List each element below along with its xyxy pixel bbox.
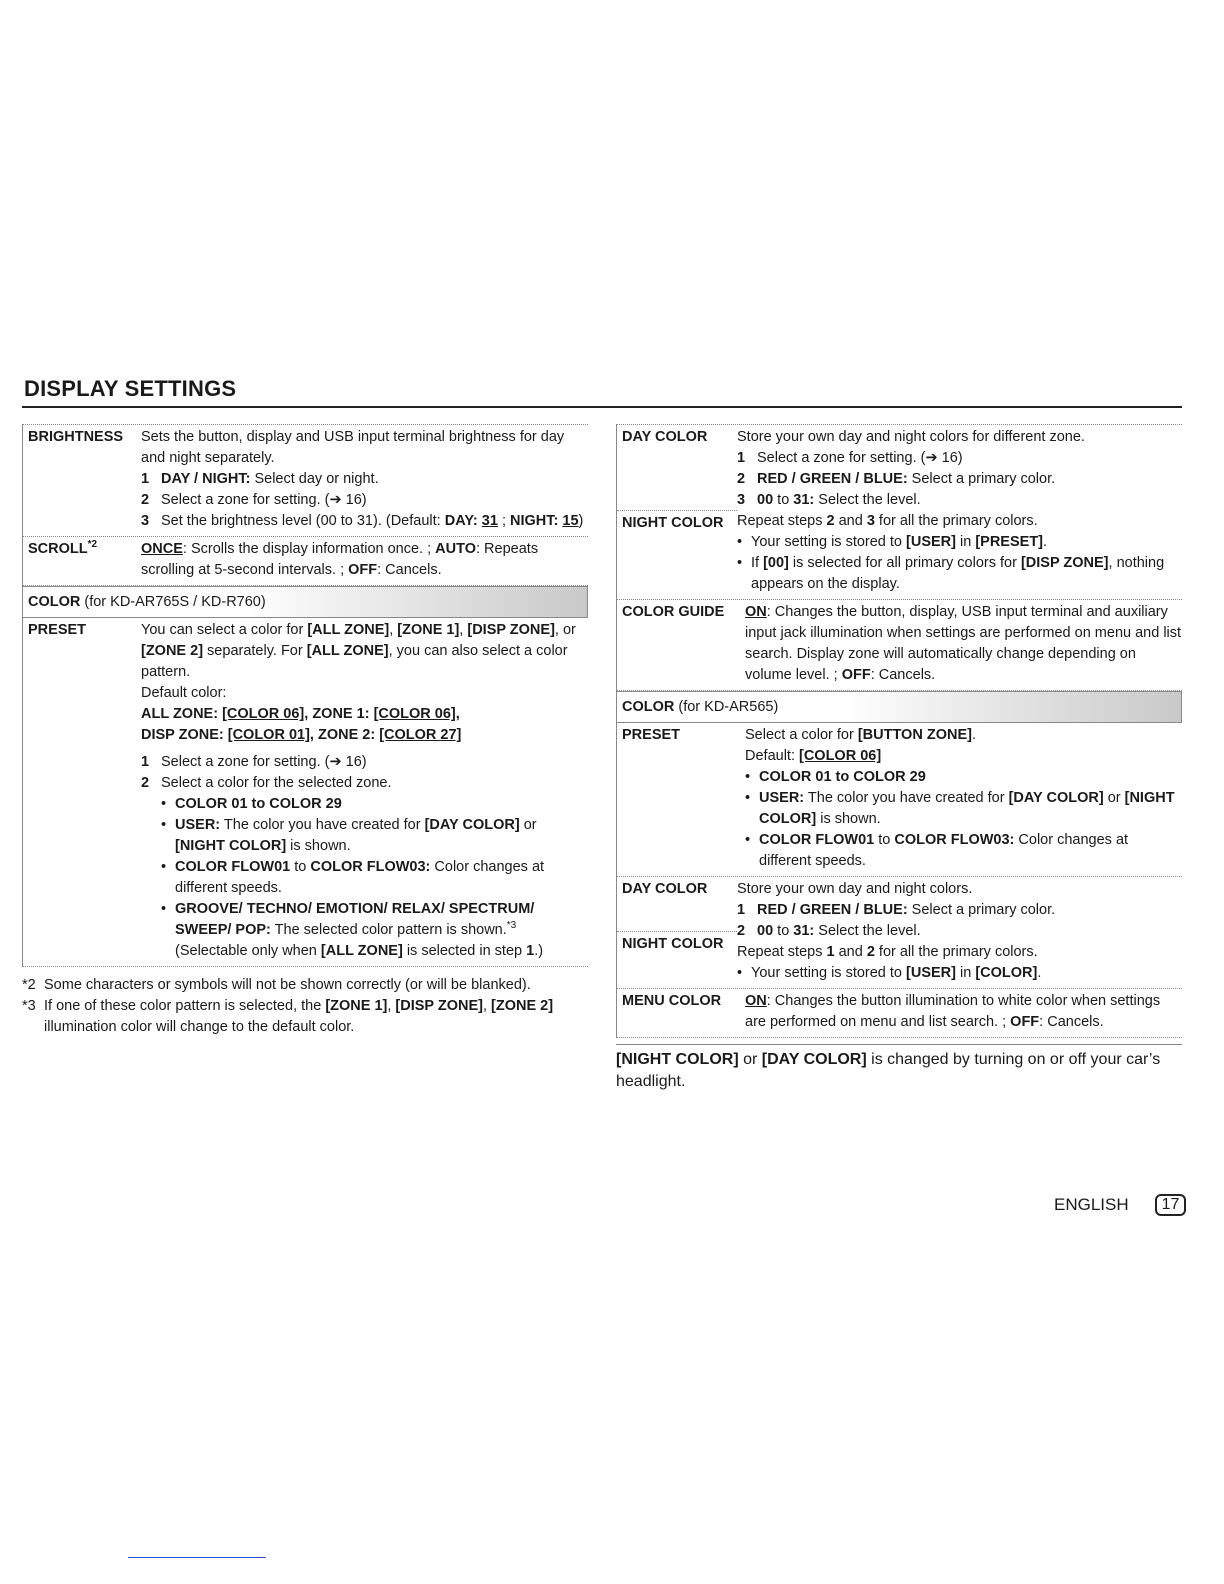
preset-bullet-flow: • COLOR FLOW01 to COLOR FLOW03: Color changes at different speeds. [161,859,545,896]
brightness-step-3: 3 Set the brightness level (00 to 31). (Default: DAY: 31 ; NIGHT: 15) [141,513,584,529]
page-number: 17 [1155,1194,1187,1216]
menu-color-row [616,989,1182,1038]
blue-underline [128,1557,266,1558]
day-night-desc-1: Store your own day and night colors for different zone. 1 Select a zone for setting. (➔ 16) 2 RED / GREEN / BLUE: Select a primary color. 3 00 to 31: Select the level. Repeat steps 2 and 3 for all the primary colors. • Your setting is stored to [USER] in [PRESET]. • If [00] is selected for all primary colors for [DISP ZONE], nothing appears on the display. [737,429,1165,592]
preset-row-right [616,723,1182,877]
preset-default-line-2: DISP ZONE: [COLOR 01], ZONE 2: [COLOR 27] [141,727,462,743]
day-night-color-group-1 [616,424,1182,600]
color-band-right: COLOR (for KD-AR565) [616,691,1182,723]
preset-bullet-patterns: • GROOVE/ TECHNO/ EMOTION/ RELAX/ SPECTRUM/ SWEEP/ POP: The selected color pattern is shown.$^{*3}$ (Selectable only when [ALL ZONE] is selected in step 1.) [161,901,544,959]
preset-desc-right: Select a color for [BUTTON ZONE]. Default: [COLOR 06] • COLOR 01 to COLOR 29 • USER: The color you have created for [DAY COLOR] or [NIGHT COLOR] is shown. • COLOR FLOW01 to COLOR FLOW03: Color changes at different speeds. [745,727,1175,869]
preset-default-label: Default color: [141,685,227,701]
preset-row-left [22,618,588,967]
color-band-left: COLOR (for KD-AR765S / KD-R760) [22,586,588,618]
title-rule [22,406,1182,408]
day-color-label-2: DAY COLOR [622,881,708,897]
preset-bullet-user: • USER: The color you have created for [DAY COLOR] or [NIGHT COLOR] is shown. [161,817,537,854]
night-color-label-1: NIGHT COLOR [617,510,737,534]
color-guide-label: COLOR GUIDE [622,604,725,620]
day-night-color-group-2 [616,877,1182,989]
section-title: DISPLAY SETTINGS [24,376,237,401]
brightness-step-1: 1 DAY / NIGHT: Select day or night. [141,471,379,487]
night-color-label-2: NIGHT COLOR [617,931,737,955]
day-night-desc-2: Store your own day and night colors. 1 RED / GREEN / BLUE: Select a primary color. 2 00 to 31: Select the level. Repeat steps 1 and 2 for all the primary colors. • Your setting is stored to [USER] in [COLOR]. [737,881,1056,981]
brightness-desc [141,427,588,532]
footnote-2: *2 Some characters or symbols will not be shown correctly (or will be blanked). [22,977,531,993]
scroll-desc: ONCE: Scrolls the display information once. ; AUTO: Repeats scrolling at 5-second intervals. ; OFF: Cancels. [141,541,539,578]
footnotes [22,975,588,1038]
preset-intro: You can select a color for [ALL ZONE], [ZONE 1], [DISP ZONE], or [ZONE 2] separately. For [ALL ZONE], you can also select a color pattern. [141,622,576,680]
left-column [22,424,588,1038]
preset-label-left: PRESET [28,622,87,638]
scroll-row [22,537,588,586]
color-guide-desc: ON: Changes the button, display, USB input terminal and auxiliary input jack illumination when settings are performed on menu and list search. Display zone will automatically change depending on volume level. ; OFF: Cancels. [745,604,1182,683]
preset-step-1: 1 Select a zone for setting. (➔ 16) [141,754,367,770]
right-column [616,424,1182,1093]
preset-bullet-colors: • COLOR 01 to COLOR 29 [161,796,342,812]
preset-label-right: PRESET [622,727,681,743]
day-color-label-1: DAY COLOR [622,429,708,445]
headlight-note: [NIGHT COLOR] or [DAY COLOR] is changed by turning on or off your car’s headlight. [616,1044,1182,1093]
preset-desc-left [141,620,588,962]
color-guide-row [616,600,1182,691]
footnote-3: *3 If one of these color pattern is selected, the [ZONE 1], [DISP ZONE], [ZONE 2] illumination color will change to the default color. [22,998,554,1035]
menu-color-desc: ON: Changes the button illumination to white color when settings are performed on menu and list search. ; OFF: Cancels. [745,993,1161,1030]
brightness-intro: Sets the button, display and USB input terminal brightness for day and night separately. [141,429,565,466]
preset-default-line-1: ALL ZONE: [COLOR 06], ZONE 1: [COLOR 06], [141,706,460,722]
menu-color-label: MENU COLOR [622,993,722,1009]
brightness-step-2: 2 Select a zone for setting. (➔ 16) [141,492,367,508]
page-footer [1054,1194,1186,1216]
scroll-label: SCROLL$^{*2}$ [28,539,98,557]
preset-step-2: 2 Select a color for the selected zone. [141,775,392,791]
brightness-row [22,424,588,537]
language-label: ENGLISH [1054,1195,1129,1214]
brightness-label: BRIGHTNESS [28,429,124,445]
